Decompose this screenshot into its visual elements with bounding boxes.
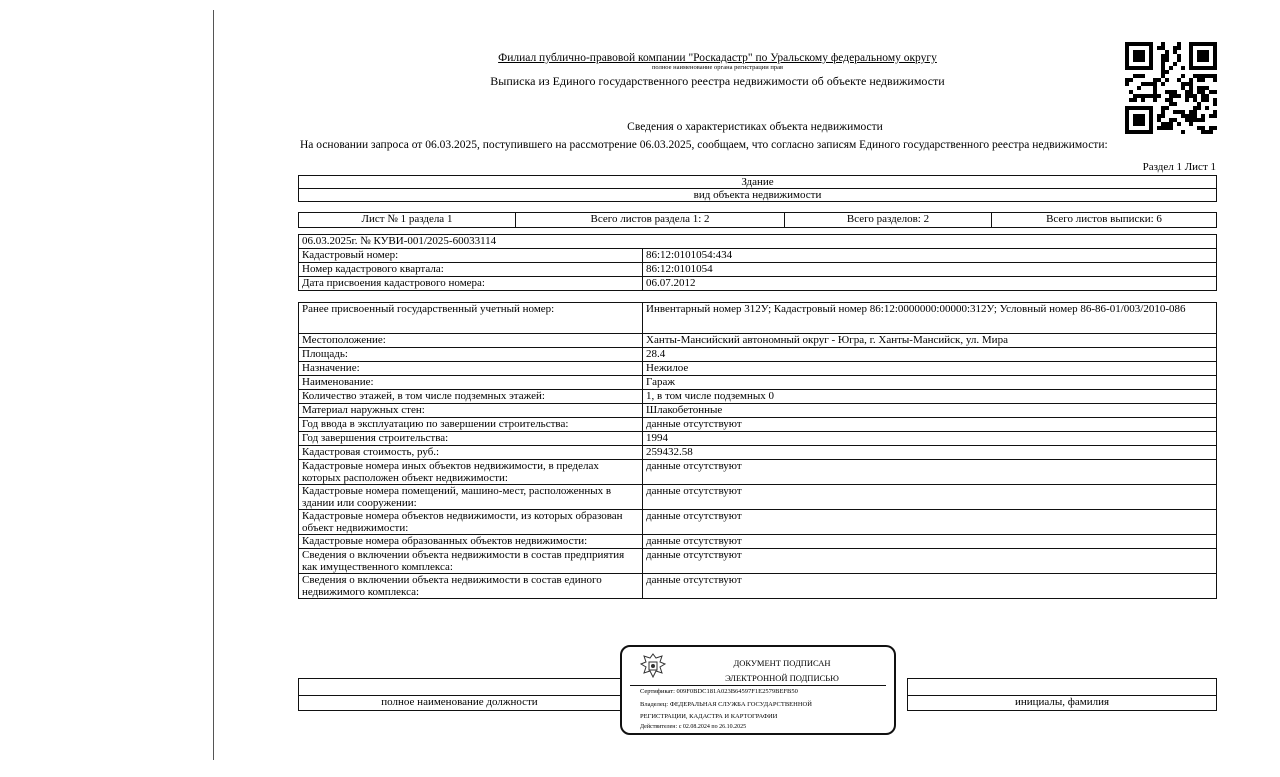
stamp-divider — [630, 685, 886, 686]
row-value: 1994 — [643, 432, 1217, 446]
row-value: Гараж — [643, 376, 1217, 390]
row-value: данные отсутствуют — [643, 574, 1217, 599]
row-label: Кадастровые номера образованных объектов недвижимости: — [299, 535, 643, 549]
table-row — [299, 277, 1217, 291]
stamp-line-2: ЭЛЕКТРОННОЙ ПОДПИСЬЮ — [725, 673, 839, 683]
stamp-validity: Действителен: с 02.08.2024 по 26.10.2025 — [640, 724, 747, 730]
row-value: 06.07.2012 — [643, 277, 1217, 291]
row-label: Местоположение: — [299, 334, 643, 348]
name-caption: инициалы, фамилия — [908, 696, 1217, 711]
row-label: Сведения о включении объекта недвижимости в состав предприятия как имущественного комплекса: — [299, 549, 643, 574]
table-row — [299, 348, 1217, 362]
stamp-certificate: Сертификат: 009F0BDC181A023B64597F1E2579BEFB50 — [640, 688, 798, 695]
sections-total: Всего разделов: 2 — [785, 213, 992, 228]
row-label: Кадастровые номера объектов недвижимости, из которых образован объект недвижимости: — [299, 510, 643, 535]
row-label: Количество этажей, в том числе подземных этажей: — [299, 390, 643, 404]
table-row — [299, 535, 1217, 549]
row-value: Шлакобетонные — [643, 404, 1217, 418]
page-left-edge — [213, 10, 214, 760]
row-label: Назначение: — [299, 362, 643, 376]
row-value: 86:12:0101054 — [643, 263, 1217, 277]
row-value: данные отсутствуют — [643, 549, 1217, 574]
table-row — [299, 249, 1217, 263]
table-row — [299, 362, 1217, 376]
stamp-line-1: ДОКУМЕНТ ПОДПИСАН — [733, 658, 831, 668]
row-label: Наименование: — [299, 376, 643, 390]
row-value: данные отсутствуют — [643, 535, 1217, 549]
row-label: Материал наружных стен: — [299, 404, 643, 418]
table-row — [299, 574, 1217, 599]
row-value: 86:12:0101054:434 — [643, 249, 1217, 263]
table-row — [299, 485, 1217, 510]
table-row — [299, 460, 1217, 485]
table-row — [299, 376, 1217, 390]
row-label: Год завершения строительства: — [299, 432, 643, 446]
object-type-table — [298, 175, 1217, 202]
table-row — [299, 549, 1217, 574]
record-number: 06.03.2025г. № КУВИ-001/2025-60033114 — [299, 235, 1217, 249]
sheet-info-table — [298, 212, 1217, 228]
table-row — [299, 432, 1217, 446]
row-value: Ханты-Мансийский автономный округ - Югра, г. Ханты-Мансийск, ул. Мира — [643, 334, 1217, 348]
info-title: Сведения о характеристиках объекта недвижимости — [627, 121, 883, 133]
row-value: 28.4 — [643, 348, 1217, 362]
extract-sheets-total: Всего листов выписки: 6 — [992, 213, 1217, 228]
basis-text: На основании запроса от 06.03.2025, поступившего на рассмотрение 06.03.2025, сообщаем, что согласно записям Единого государственного реестра недвижимости: — [300, 139, 1108, 151]
row-label: Сведения о включении объекта недвижимости в состав единого недвижимого комплекса: — [299, 574, 643, 599]
table-row — [299, 303, 1217, 334]
table-row — [299, 404, 1217, 418]
section-label: Раздел 1 Лист 1 — [1142, 161, 1216, 173]
stamp-owner-line-1: Владелец: ФЕДЕРАЛЬНАЯ СЛУЖБА ГОСУДАРСТВЕННОЙ — [640, 701, 812, 708]
stamp-owner-line-2: РЕГИСТРАЦИИ, КАДАСТРА И КАРТОГРАФИИ — [640, 713, 778, 720]
table-row — [299, 510, 1217, 535]
row-label: Год ввода в эксплуатацию по завершении строительства: — [299, 418, 643, 432]
object-type: Здание — [299, 176, 1217, 189]
sheet-total-section: Всего листов раздела 1: 2 — [516, 213, 785, 228]
extract-title: Выписка из Единого государственного реестра недвижимости об объекте недвижимости — [490, 74, 945, 88]
sheet-number: Лист № 1 раздела 1 — [299, 213, 516, 228]
row-value: данные отсутствуют — [643, 460, 1217, 485]
row-label: Площадь: — [299, 348, 643, 362]
row-value: данные отсутствуют — [643, 418, 1217, 432]
main-info-table — [298, 234, 1217, 291]
row-value: данные отсутствуют — [643, 510, 1217, 535]
row-label: Кадастровая стоимость, руб.: — [299, 446, 643, 460]
row-value: Инвентарный номер 312У; Кадастровый номер 86:12:0000000:00000:312У; Условный номер 86-86-01/003/2010-086 — [643, 303, 1217, 334]
row-label: Ранее присвоенный государственный учетный номер: — [299, 303, 643, 334]
row-value: Нежилое — [643, 362, 1217, 376]
properties-table — [298, 302, 1217, 599]
row-label: Кадастровый номер: — [299, 249, 643, 263]
table-row — [299, 418, 1217, 432]
e-signature-stamp — [620, 645, 896, 735]
object-type-caption: вид объекта недвижимости — [299, 189, 1217, 202]
row-label: Кадастровые номера помещений, машино-мест, расположенных в здании или сооружении: — [299, 485, 643, 510]
row-value: 1, в том числе подземных 0 — [643, 390, 1217, 404]
table-row — [299, 446, 1217, 460]
coat-of-arms-icon — [638, 651, 668, 681]
table-row — [299, 263, 1217, 277]
org-note: полное наименование органа регистрации прав — [651, 64, 784, 71]
position-caption: полное наименование должности — [299, 696, 621, 711]
table-row — [299, 334, 1217, 348]
row-label: Кадастровые номера иных объектов недвижимости, в пределах которых расположен объект недвижимости: — [299, 460, 643, 485]
row-value: данные отсутствуют — [643, 485, 1217, 510]
row-value: 259432.58 — [643, 446, 1217, 460]
table-row — [299, 390, 1217, 404]
row-label: Номер кадастрового квартала: — [299, 263, 643, 277]
row-label: Дата присвоения кадастрового номера: — [299, 277, 643, 291]
org-name: Филиал публично-правовой компании "Роскадастр" по Уральскому федеральному округу — [498, 52, 937, 64]
document-header — [300, 52, 1135, 89]
